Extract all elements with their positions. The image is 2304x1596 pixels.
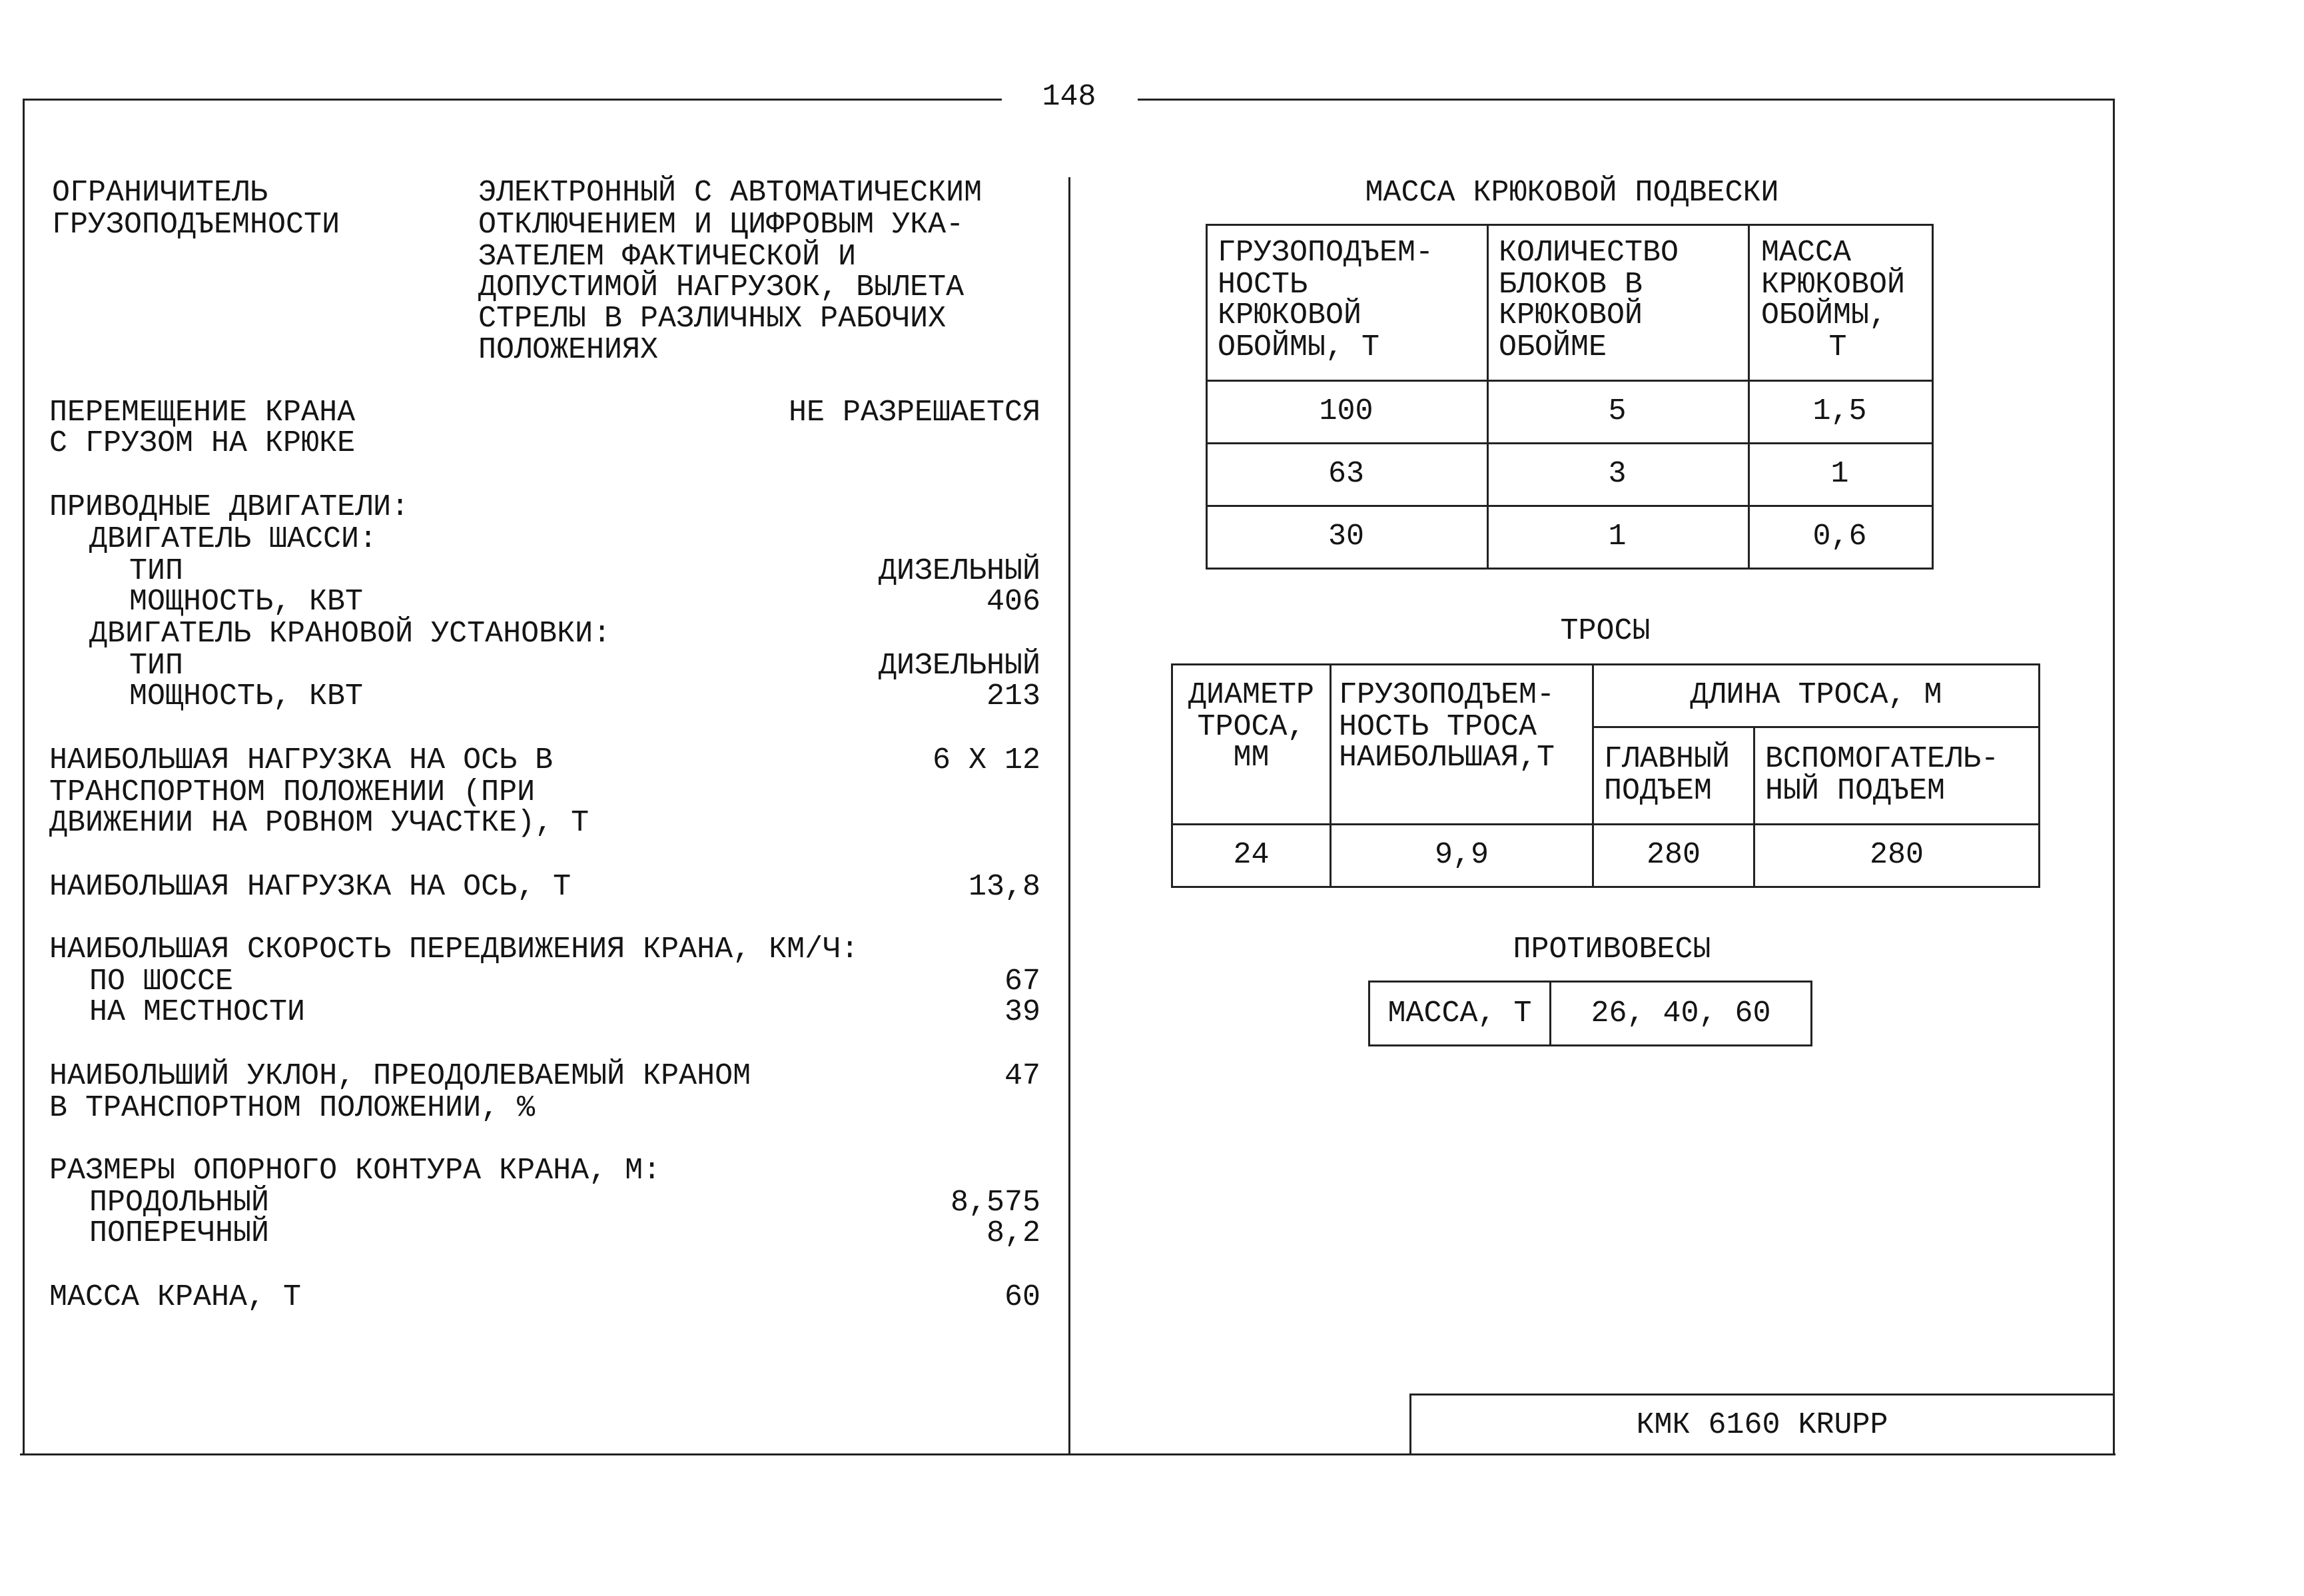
hook-grid-bottom [1206,568,1934,570]
frame-right [2113,99,2115,1455]
limiter-label-1: ОГРАНИЧИТЕЛЬ [52,176,268,210]
chassis-power-value: 406 [986,585,1040,619]
hook-r2-c2: 3 [1608,457,1627,491]
rope-grid-v4 [2038,663,2040,888]
frame-bottom [20,1453,2115,1455]
hook-h3-l2: КРЮКОВОЙ [1761,268,1906,302]
column-divider [1068,177,1070,1455]
axle-transport-value: 6 Х 12 [932,743,1040,777]
rope-r-diameter: 24 [1233,838,1270,872]
rope-h-main-1: ГЛАВНЫЙ [1604,742,1730,776]
movement-label-1: ПЕРЕМЕЩЕНИЕ КРАНА [49,396,356,430]
hook-h2-l4: ОБОЙМЕ [1499,330,1607,364]
speed-terrain-label: НА МЕСТНОСТИ [89,995,306,1029]
contour-cross-value: 8,2 [986,1216,1040,1250]
rope-h-diameter-3: ММ [1233,741,1270,775]
movement-value: НЕ РАЗРЕШАЕТСЯ [788,396,1040,430]
limiter-label-2: ГРУЗОПОДЪЕМНОСТИ [52,208,340,242]
frame-top-left [24,99,1002,101]
slope-line-2: В ТРАНСПОРТНОМ ПОЛОЖЕНИИ, % [49,1091,536,1125]
stamp-top [1409,1394,2114,1396]
rope-grid-h1 [1171,823,2040,825]
crane-mass-label: МАССА КРАНА, Т [49,1280,302,1314]
axle-transport-2: ТРАНСПОРТНОМ ПОЛОЖЕНИИ (ПРИ [49,775,536,809]
hook-r1-c1: 100 [1319,394,1373,428]
contour-cross-label: ПОПЕРЕЧНЫЙ [89,1216,270,1250]
chassis-engine-title: ДВИГАТЕЛЬ ШАССИ: [89,522,378,556]
contour-title: РАЗМЕРЫ ОПОРНОГО КОНТУРА КРАНА, М: [49,1154,661,1188]
rope-r-main: 280 [1646,838,1701,872]
crane-type-value: ДИЗЕЛЬНЫЙ [878,649,1040,683]
hook-h2-l1: КОЛИЧЕСТВО [1499,236,1679,270]
hook-grid-v3 [1932,224,1934,570]
hook-h2-l2: БЛОКОВ В [1499,268,1643,302]
rope-h-aux-2: НЫЙ ПОДЪЕМ [1765,774,1946,808]
contour-long-label: ПРОДОЛЬНЫЙ [89,1186,270,1220]
frame-top-right [1138,99,2114,101]
frame-left [23,99,25,1455]
hook-h1-l4: ОБОЙМЫ, Т [1218,330,1380,364]
page-number: 148 [1042,80,1096,114]
hook-table-title: МАССА КРЮКОВОЙ ПОДВЕСКИ [1365,176,1779,210]
hook-h3-l4: Т [1828,330,1847,364]
hook-h2-l3: КРЮКОВОЙ [1499,298,1643,332]
crane-power-label: МОЩНОСТЬ, КВТ [129,679,364,713]
rope-h-capacity-1: ГРУЗОПОДЪЕМ- [1339,678,1555,712]
engines-title: ПРИВОДНЫЕ ДВИГАТЕЛИ: [49,490,410,524]
limiter-value-1: ЭЛЕКТРОННЫЙ С АВТОМАТИЧЕСКИМ [478,176,982,210]
limiter-value-4: ДОПУСТИМОЙ НАГРУЗОК, ВЫЛЕТА [478,270,964,304]
rope-r-aux: 280 [1869,838,1924,872]
crane-engine-title: ДВИГАТЕЛЬ КРАНОВОЙ УСТАНОВКИ: [89,617,611,651]
slope-value: 47 [1004,1059,1040,1093]
hook-h3-l3: ОБОЙМЫ, [1761,298,1888,332]
speed-terrain-value: 39 [1004,995,1040,1029]
rope-h-aux-1: ВСПОМОГАТЕЛЬ- [1765,742,2000,776]
crane-mass-value: 60 [1004,1280,1040,1314]
slope-line-1: НАИБОЛЬШИЙ УКЛОН, ПРЕОДОЛЕВАЕМЫЙ КРАНОМ [49,1059,751,1093]
limiter-value-2: ОТКЛЮЧЕНИЕМ И ЦИФРОВЫМ УКА- [478,208,964,242]
rope-h-length: ДЛИНА ТРОСА, М [1690,678,1942,712]
speed-highway-value: 67 [1004,965,1040,998]
hook-grid-top [1206,224,1934,226]
counterweight-value: 26, 40, 60 [1591,997,1771,1030]
rope-h-diameter-1: ДИАМЕТР [1188,678,1315,712]
limiter-value-6: ПОЛОЖЕНИЯХ [478,333,659,367]
cw-grid-top [1368,981,1812,983]
speed-title: НАИБОЛЬШАЯ СКОРОСТЬ ПЕРЕДВИЖЕНИЯ КРАНА, КМ/Ч: [49,933,859,967]
hook-r2-c1: 63 [1328,457,1364,491]
rope-h-diameter-2: ТРОСА, [1197,710,1306,744]
limiter-value-5: СТРЕЛЫ В РАЗЛИЧНЫХ РАБОЧИХ [478,302,947,336]
rope-r-capacity: 9,9 [1434,838,1489,872]
rope-h-main-2: ПОДЪЕМ [1604,774,1713,808]
hook-grid-h3 [1206,505,1934,507]
rope-h-capacity-3: НАИБОЛЬШАЯ,Т [1339,741,1555,775]
crane-power-value: 213 [986,679,1040,713]
rope-grid-mid [1593,726,2040,728]
cw-grid-v2 [1810,981,1812,1046]
counterweight-title: ПРОТИВОВЕСЫ [1513,933,1711,967]
cw-grid-bottom [1368,1044,1812,1046]
chassis-type-label: ТИП [129,554,184,588]
hook-r1-c2: 5 [1608,394,1627,428]
hook-r1-c3: 1,5 [1812,394,1867,428]
hook-h1-l1: ГРУЗОПОДЪЕМ- [1218,236,1434,270]
axle-transport-1: НАИБОЛЬШАЯ НАГРУЗКА НА ОСЬ В [49,743,554,777]
rope-table-title: ТРОСЫ [1560,614,1651,648]
axle-transport-3: ДВИЖЕНИИ НА РОВНОМ УЧАСТКЕ), Т [49,806,589,840]
hook-grid-h1 [1206,380,1934,382]
hook-r3-c2: 1 [1608,520,1627,554]
chassis-type-value: ДИЗЕЛЬНЫЙ [878,554,1040,588]
axle-max-value: 13,8 [968,870,1040,904]
rope-grid-bottom [1171,886,2040,888]
hook-h1-l3: КРЮКОВОЙ [1218,298,1362,332]
speed-highway-label: ПО ШОССЕ [89,965,234,998]
contour-long-value: 8,575 [950,1186,1040,1220]
hook-r2-c3: 1 [1830,457,1849,491]
rope-h-capacity-2: НОСТЬ ТРОСА [1339,710,1537,744]
chassis-power-label: МОЩНОСТЬ, КВТ [129,585,364,619]
hook-h3-l1: МАССА [1761,236,1852,270]
hook-grid-h2 [1206,442,1934,444]
counterweight-label: МАССА, Т [1387,997,1532,1030]
crane-type-label: ТИП [129,649,184,683]
axle-max-label: НАИБОЛЬШАЯ НАГРУЗКА НА ОСЬ, Т [49,870,572,904]
hook-r3-c3: 0,6 [1812,520,1867,554]
rope-grid-top [1171,663,2040,665]
movement-label-2: С ГРУЗОМ НА КРЮКЕ [49,426,356,460]
hook-h1-l2: НОСТЬ [1218,268,1308,302]
stamp-text: КМК 6160 KRUPP [1636,1408,1888,1442]
hook-r3-c1: 30 [1328,520,1364,554]
limiter-value-3: ЗАТЕЛЕМ ФАКТИЧЕСКОЙ И [478,240,857,274]
